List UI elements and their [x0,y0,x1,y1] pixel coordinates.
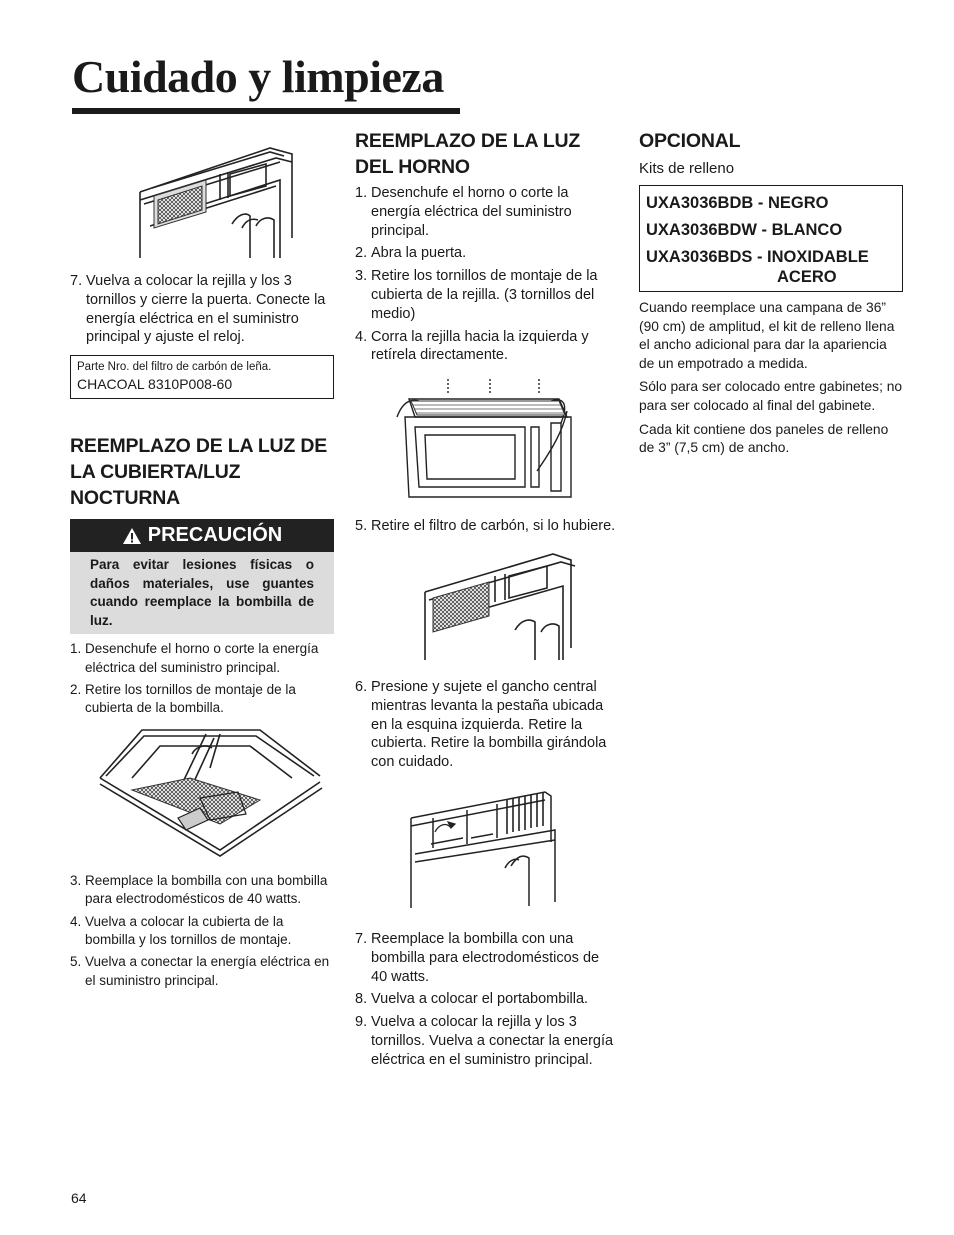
part-label: Parte Nro. del filtro de carbón de leña. [77,361,272,374]
paragraph: Cada kit contiene dos paneles de relleno de 3” (7,5 cm) de ancho. [639,421,889,456]
part-number: CHACOAL 8310P008-60 [77,376,233,393]
steps-list-a [355,184,619,365]
grille-removal-illustration [355,371,619,505]
list-item: 8. Vuelva a colocar el portabombilla. [355,991,589,1008]
list-item: 2. Retire los tornillos de montaje de la cubierta de la bombilla. [70,682,296,716]
caution-text: Para evitar lesiones físicas o daños materiales, use guantes cuando reemplace la bombilla de luz. [70,552,334,634]
vent-filter-illustration [70,140,334,262]
part-number-box [70,355,334,399]
section-heading-oven-light: REEMPLAZO DE LA LUZ DEL HORNO [355,130,581,178]
kit-item-continued: ACERO [777,268,837,286]
list-item: 4. Vuelva a colocar la cubierta de la bombilla y los tornillos de montaje. [70,913,292,948]
section-heading-optional: OPCIONAL [639,130,741,152]
steps-list-d [355,930,619,1070]
list-item: 6. Presione y sujete el gancho central mientras levanta la pestaña ubicada en la esquina izquierda. Retire la cubierta. Retire la bombilla girándola con cuidado. [355,678,607,771]
steps-top-list [70,272,334,347]
list-item: 4. Corra la rejilla hacia la izquierda y retírela directamente. [355,328,589,364]
column-middle [355,128,619,1074]
kit-list-box [639,185,903,292]
paragraph: Sólo para ser colocado entre gabinetes; no para ser colocado al final del gabinete. [639,379,903,413]
list-item: 3. Reemplace la bombilla con una bombilla para electrodomésticos de 40 watts. [70,872,328,907]
kit-item: UXA3036BDB - NEGRO [646,194,829,212]
column-left [70,140,334,994]
kit-item: UXA3036BDS - INOXIDABLE [646,248,869,266]
charcoal-filter-illustration [355,548,619,668]
column-right [639,128,903,458]
kit-item: UXA3036BDW - BLANCO [646,221,843,239]
bulb-cover-illustration [70,726,334,858]
steps-list-b [70,872,334,990]
steps-list-a [70,640,334,718]
list-item: 2. Abra la puerta. [355,245,467,262]
list-item: 5. Retire el filtro de carbón, si lo hubiere. [355,518,616,535]
list-item: 3. Retire los tornillos de montaje de la cubierta de la rejilla. (3 tornillos del medio) [355,268,598,322]
steps-list-b [355,517,619,536]
paragraph: Cuando reemplace una campana de 36” (90 cm) de amplitud, el kit de relleno llena el ancho adicional para dar la apariencia de un empotrado a medida. [639,300,895,371]
list-item: 5. Vuelva a conectar la energía eléctrica en el suministro principal. [70,954,330,988]
list-item: 1. Desenchufe el horno o corte la energía eléctrica del suministro principal. [70,641,319,675]
page-title: Cuidado y limpieza [72,51,444,102]
list-item: 1. Desenchufe el horno o corte la energía eléctrica del suministro principal. [355,185,572,239]
list-item: 7. Vuelva a colocar la rejilla y los 3 tornillos y cierre la puerta. Conecte la energía eléctrica en el suministro principal y ajuste el reloj. [70,273,326,346]
kits-subheading: Kits de relleno [639,160,735,177]
caution-title: PRECAUCIÓN [147,524,283,547]
warning-icon [122,527,142,545]
page-number: 64 [71,1190,87,1206]
caution-header [70,519,334,552]
list-item: 7. Reemplace la bombilla con una bombilla para electrodomésticos de 40 watts. [355,930,600,985]
steps-list-c [355,678,619,772]
bulb-holder-illustration [355,782,619,914]
section-heading-cover-light: REEMPLAZO DE LA LUZ DE LA CUBIERTA/LUZ NOCTURNA [70,435,328,510]
list-item: 9. Vuelva a colocar la rejilla y los 3 tornillos. Vuelva a conectar la energía eléctrica en el suministro principal. [355,1014,614,1068]
title-underline [72,108,460,114]
